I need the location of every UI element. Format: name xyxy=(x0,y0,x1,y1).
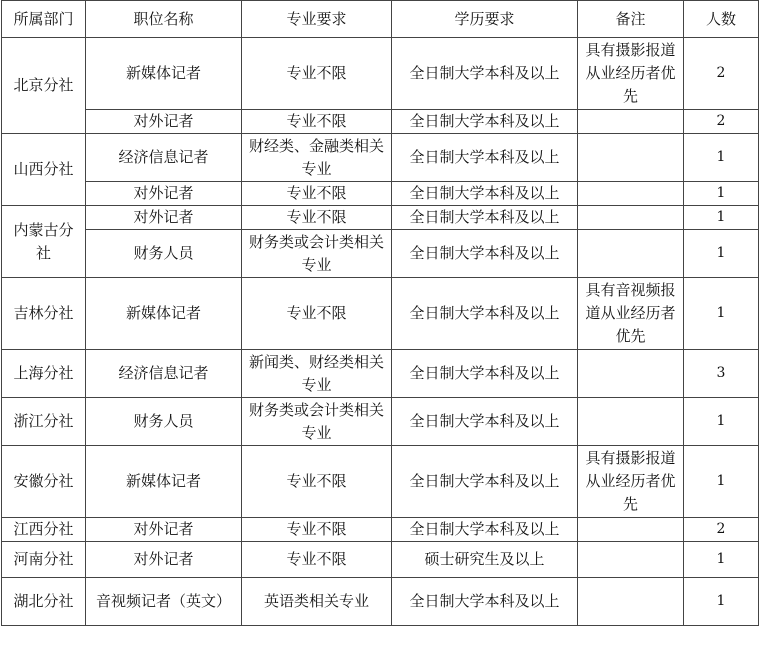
major-cell: 财务类或会计类相关专业 xyxy=(242,398,392,446)
position-cell: 财务人员 xyxy=(86,398,242,446)
table-row xyxy=(2,182,759,206)
position-cell: 对外记者 xyxy=(86,542,242,578)
education-cell: 全日制大学本科及以上 xyxy=(392,182,578,206)
header-count: 人数 xyxy=(684,1,759,38)
dept-cell: 内蒙古分社 xyxy=(2,206,86,278)
header-remark: 备注 xyxy=(578,1,684,38)
table-row xyxy=(2,278,759,350)
table-row xyxy=(2,230,759,278)
position-cell: 对外记者 xyxy=(86,206,242,230)
table-row xyxy=(2,350,759,398)
major-cell: 专业不限 xyxy=(242,110,392,134)
dept-cell: 安徽分社 xyxy=(2,446,86,518)
education-cell: 全日制大学本科及以上 xyxy=(392,350,578,398)
major-cell: 财经类、金融类相关专业 xyxy=(242,134,392,182)
major-cell: 专业不限 xyxy=(242,38,392,110)
header-row xyxy=(2,1,759,38)
position-cell: 新媒体记者 xyxy=(86,446,242,518)
count-cell: 1 xyxy=(684,134,759,182)
education-cell: 全日制大学本科及以上 xyxy=(392,38,578,110)
count-cell: 2 xyxy=(684,38,759,110)
education-cell: 全日制大学本科及以上 xyxy=(392,206,578,230)
position-cell: 经济信息记者 xyxy=(86,350,242,398)
count-cell: 3 xyxy=(684,350,759,398)
dept-cell: 吉林分社 xyxy=(2,278,86,350)
education-cell: 全日制大学本科及以上 xyxy=(392,230,578,278)
major-cell: 财务类或会计类相关专业 xyxy=(242,230,392,278)
count-cell: 1 xyxy=(684,446,759,518)
remark-cell xyxy=(578,578,684,626)
position-cell: 新媒体记者 xyxy=(86,38,242,110)
table-row xyxy=(2,446,759,518)
count-cell: 2 xyxy=(684,518,759,542)
count-cell: 2 xyxy=(684,110,759,134)
table-row xyxy=(2,542,759,578)
header-dept: 所属部门 xyxy=(2,1,86,38)
remark-cell xyxy=(578,398,684,446)
remark-cell xyxy=(578,110,684,134)
major-cell: 专业不限 xyxy=(242,182,392,206)
remark-cell xyxy=(578,542,684,578)
recruitment-table xyxy=(1,0,759,626)
education-cell: 全日制大学本科及以上 xyxy=(392,578,578,626)
remark-cell xyxy=(578,182,684,206)
dept-cell: 北京分社 xyxy=(2,38,86,134)
table-row xyxy=(2,110,759,134)
position-cell: 音视频记者（英文） xyxy=(86,578,242,626)
dept-cell: 江西分社 xyxy=(2,518,86,542)
major-cell: 专业不限 xyxy=(242,278,392,350)
count-cell: 1 xyxy=(684,230,759,278)
remark-cell xyxy=(578,518,684,542)
remark-cell xyxy=(578,350,684,398)
count-cell: 1 xyxy=(684,398,759,446)
table-row xyxy=(2,578,759,626)
education-cell: 硕士研究生及以上 xyxy=(392,542,578,578)
major-cell: 专业不限 xyxy=(242,518,392,542)
table-row xyxy=(2,518,759,542)
education-cell: 全日制大学本科及以上 xyxy=(392,446,578,518)
position-cell: 经济信息记者 xyxy=(86,134,242,182)
education-cell: 全日制大学本科及以上 xyxy=(392,518,578,542)
remark-cell: 具有音视频报道从业经历者优先 xyxy=(578,278,684,350)
remark-cell: 具有摄影报道从业经历者优先 xyxy=(578,446,684,518)
remark-cell xyxy=(578,134,684,182)
education-cell: 全日制大学本科及以上 xyxy=(392,110,578,134)
header-position: 职位名称 xyxy=(86,1,242,38)
count-cell: 1 xyxy=(684,182,759,206)
position-cell: 对外记者 xyxy=(86,182,242,206)
count-cell: 1 xyxy=(684,206,759,230)
dept-cell: 上海分社 xyxy=(2,350,86,398)
dept-cell: 山西分社 xyxy=(2,134,86,206)
major-cell: 专业不限 xyxy=(242,542,392,578)
header-major: 专业要求 xyxy=(242,1,392,38)
major-cell: 英语类相关专业 xyxy=(242,578,392,626)
position-cell: 新媒体记者 xyxy=(86,278,242,350)
table-row xyxy=(2,134,759,182)
dept-cell: 河南分社 xyxy=(2,542,86,578)
remark-cell: 具有摄影报道从业经历者优先 xyxy=(578,38,684,110)
position-cell: 对外记者 xyxy=(86,110,242,134)
count-cell: 1 xyxy=(684,278,759,350)
major-cell: 新闻类、财经类相关专业 xyxy=(242,350,392,398)
education-cell: 全日制大学本科及以上 xyxy=(392,278,578,350)
count-cell: 1 xyxy=(684,578,759,626)
count-cell: 1 xyxy=(684,542,759,578)
major-cell: 专业不限 xyxy=(242,446,392,518)
education-cell: 全日制大学本科及以上 xyxy=(392,398,578,446)
table-row xyxy=(2,206,759,230)
dept-cell: 浙江分社 xyxy=(2,398,86,446)
major-cell: 专业不限 xyxy=(242,206,392,230)
position-cell: 财务人员 xyxy=(86,230,242,278)
education-cell: 全日制大学本科及以上 xyxy=(392,134,578,182)
header-education: 学历要求 xyxy=(392,1,578,38)
remark-cell xyxy=(578,206,684,230)
table-row xyxy=(2,38,759,110)
remark-cell xyxy=(578,230,684,278)
table-row xyxy=(2,398,759,446)
dept-cell: 湖北分社 xyxy=(2,578,86,626)
position-cell: 对外记者 xyxy=(86,518,242,542)
